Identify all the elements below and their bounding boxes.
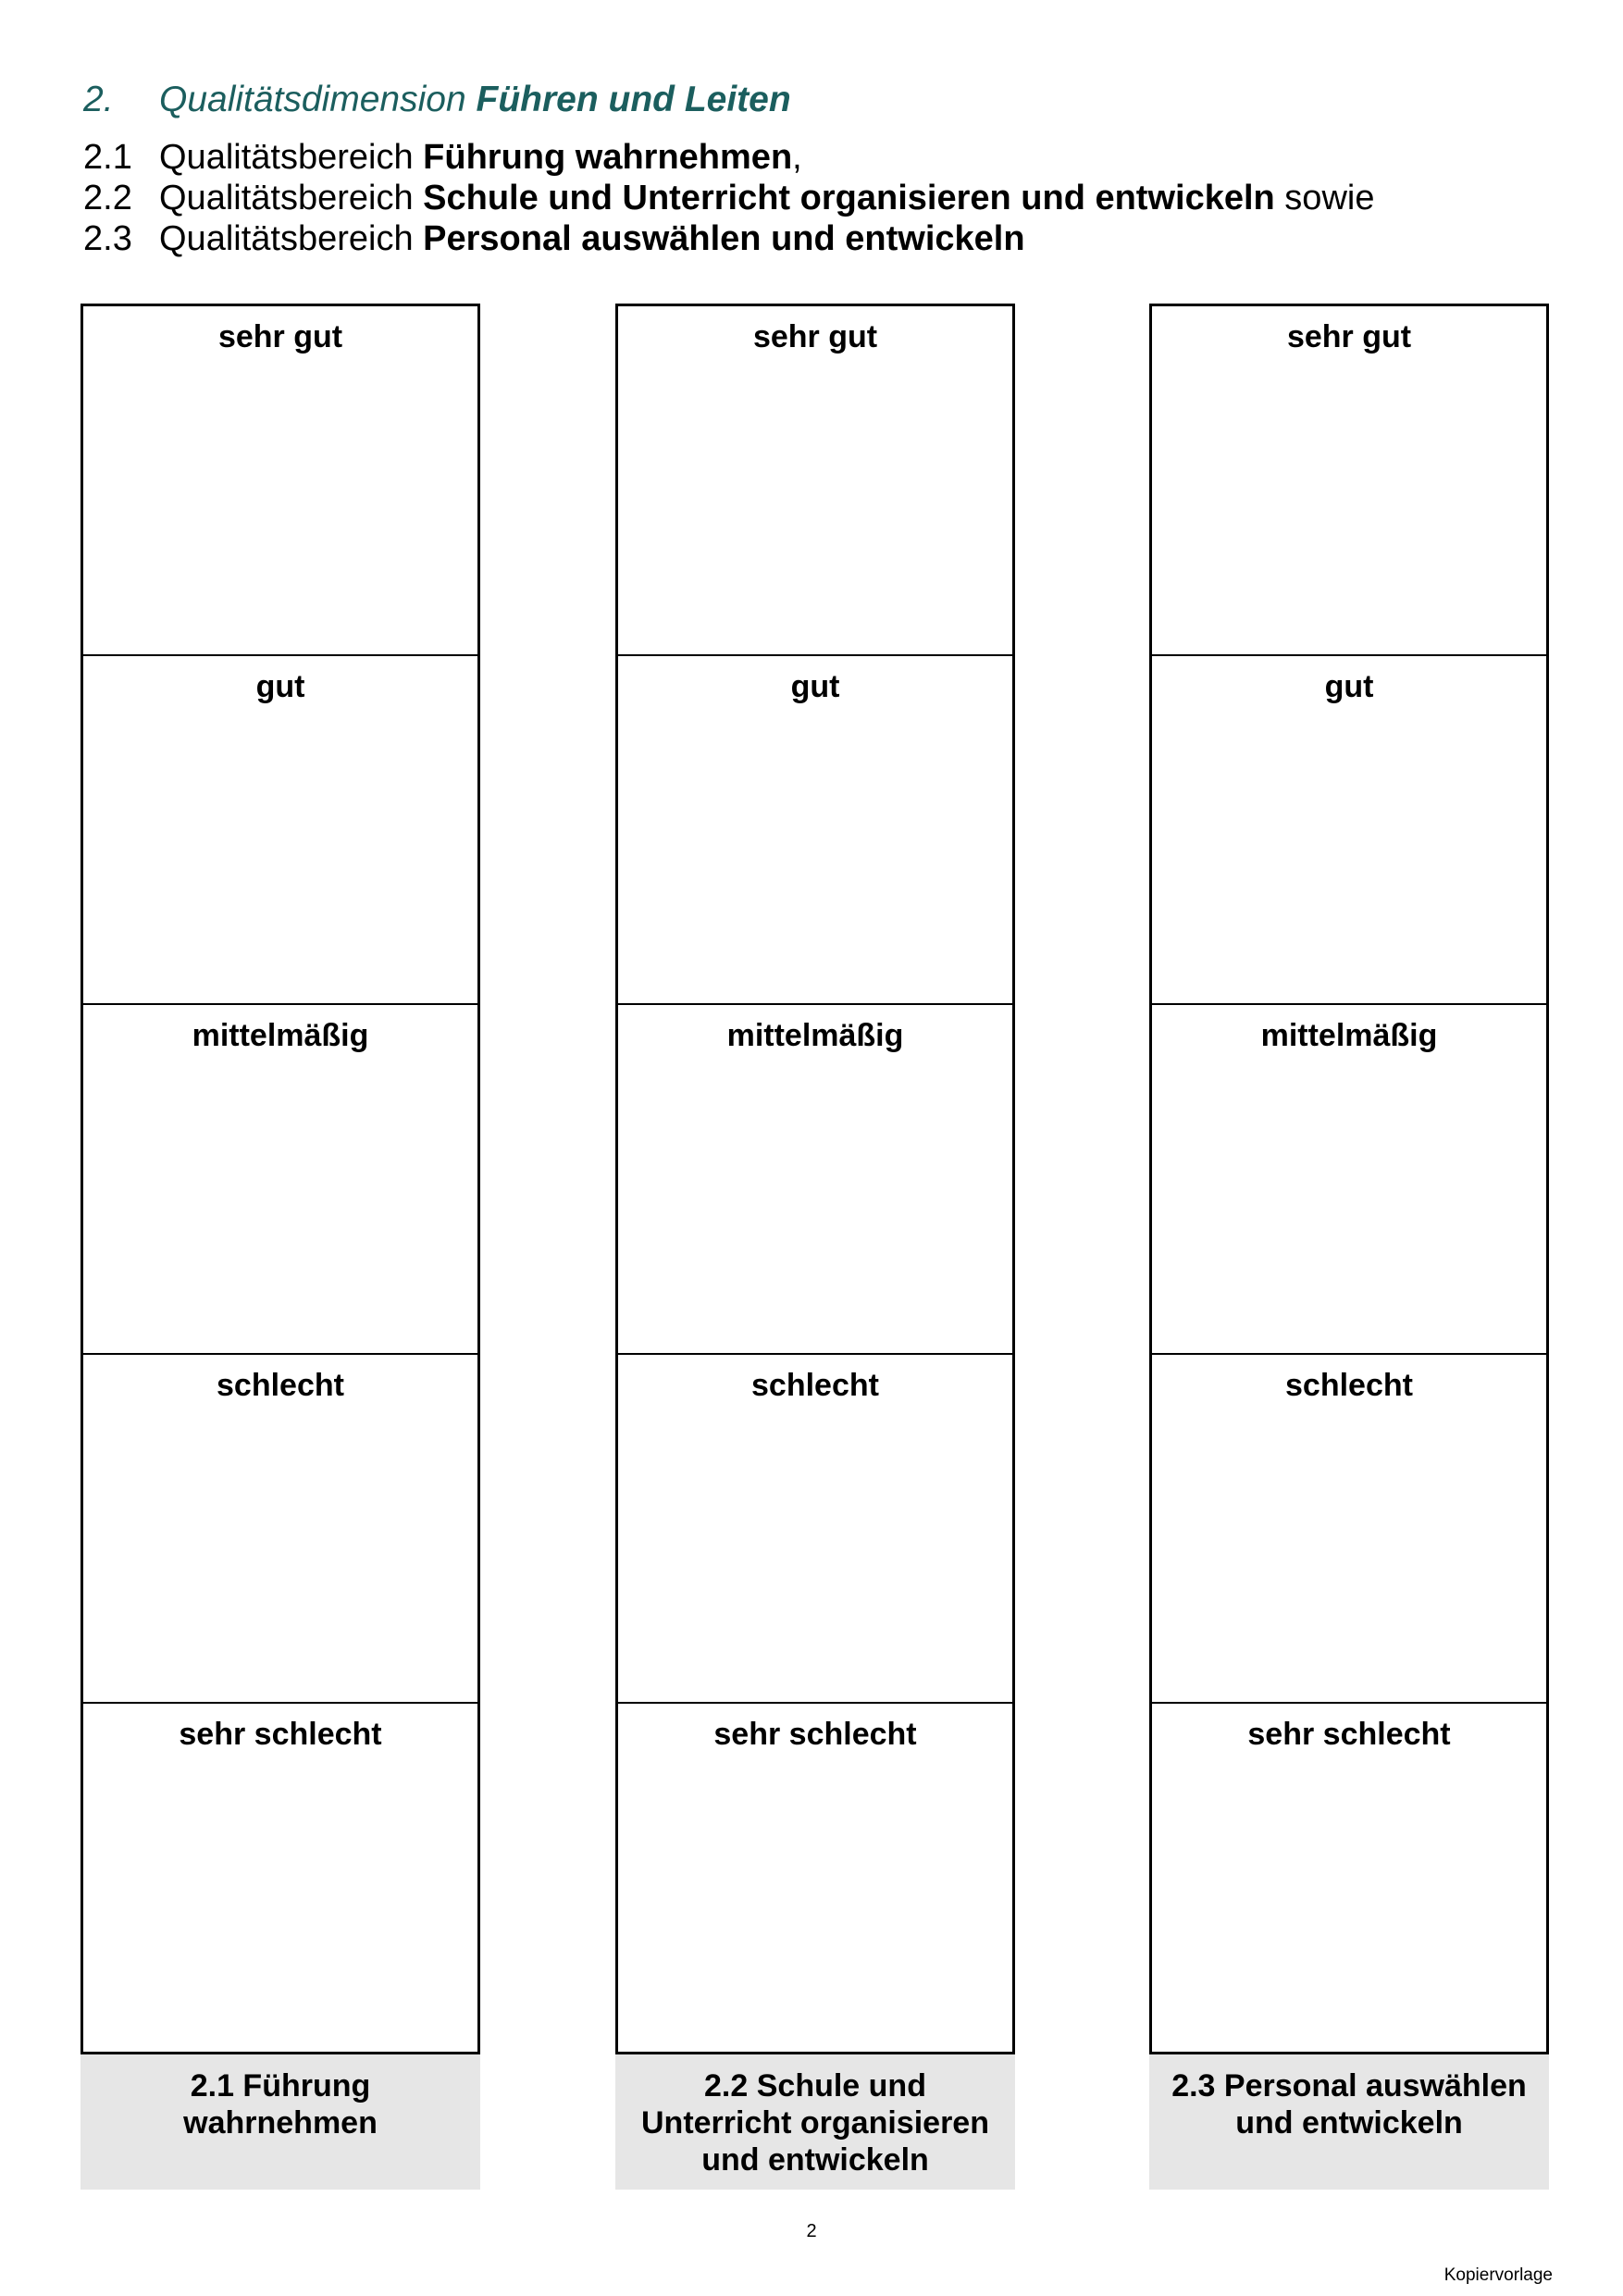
- section-heading: [83, 80, 791, 120]
- column-label-line: 2.2 Schule und: [704, 2068, 926, 2104]
- section-prefix: Qualitätsdimension: [159, 80, 466, 119]
- subheading-item: [83, 178, 1374, 218]
- column-label: [1149, 2054, 1549, 2190]
- rating-cell-mittelmaessig[interactable]: mittelmäßig: [1152, 1005, 1546, 1355]
- subheading-list: [83, 137, 1374, 259]
- subheading-number: 2.2: [83, 179, 132, 217]
- column-label-line: wahrnehmen: [183, 2105, 378, 2141]
- rating-cell-mittelmaessig[interactable]: mittelmäßig: [83, 1005, 477, 1355]
- column-label-line: 2.3 Personal auswählen: [1171, 2068, 1527, 2104]
- rating-cell-gut[interactable]: gut: [83, 656, 477, 1006]
- rating-cell-gut[interactable]: gut: [1152, 656, 1546, 1006]
- footer-note: Kopiervorlage: [1443, 2265, 1553, 2285]
- rating-cell-schlecht[interactable]: schlecht: [618, 1355, 1012, 1705]
- subheading-prefix: Qualitätsbereich: [159, 219, 414, 258]
- rating-cell-sehr-schlecht[interactable]: sehr schlecht: [1247, 1717, 1451, 1753]
- rating-cell-schlecht[interactable]: schlecht: [1152, 1355, 1546, 1705]
- column-label-line: Unterricht organisieren: [641, 2105, 989, 2141]
- rating-cell-mittelmaessig[interactable]: mittelmäßig: [618, 1005, 1012, 1355]
- rating-cell-sehr-schlecht[interactable]: sehr schlecht: [179, 1717, 382, 1753]
- rating-column-1: [81, 304, 480, 2190]
- rating-cell-gut[interactable]: gut: [618, 656, 1012, 1006]
- subheading-prefix: Qualitätsbereich: [159, 138, 414, 177]
- column-label-line: und entwickeln: [701, 2142, 929, 2178]
- subheading-title: Führung wahrnehmen: [423, 138, 793, 177]
- subheading-item: [83, 218, 1374, 259]
- column-label-line: 2.1 Führung: [190, 2068, 371, 2104]
- column-label: [615, 2054, 1015, 2190]
- subheading-suffix: sowie: [1274, 179, 1375, 217]
- subheading-title: Schule und Unterricht organisieren und entwickeln: [423, 179, 1275, 217]
- subheading-number: 2.3: [83, 219, 132, 258]
- rating-cell-sehr-gut[interactable]: sehr gut: [1152, 306, 1546, 656]
- rating-cell-sehr-gut[interactable]: sehr gut: [83, 306, 477, 656]
- subheading-number: 2.1: [83, 138, 132, 177]
- rating-cell-schlecht[interactable]: schlecht: [83, 1355, 477, 1705]
- subheading-suffix: ,: [792, 138, 802, 177]
- rating-cell-sehr-schlecht[interactable]: sehr schlecht: [713, 1717, 917, 1753]
- page-number: 2: [806, 2221, 817, 2241]
- rating-cell-sehr-gut[interactable]: sehr gut: [618, 306, 1012, 656]
- section-title: Führen und Leiten: [476, 80, 791, 119]
- column-label: [81, 2054, 480, 2190]
- rating-column-2: [615, 304, 1015, 2190]
- rating-column-3: [1149, 304, 1549, 2190]
- section-number: 2.: [83, 80, 114, 119]
- subheading-title: Personal auswählen und entwickeln: [423, 219, 1025, 258]
- subheading-prefix: Qualitätsbereich: [159, 179, 414, 217]
- subheading-item: [83, 137, 1374, 178]
- rating-scale: [1149, 304, 1549, 2054]
- rating-scale: [615, 304, 1015, 2054]
- column-label-line: und entwickeln: [1235, 2105, 1463, 2141]
- rating-scale: [81, 304, 480, 2054]
